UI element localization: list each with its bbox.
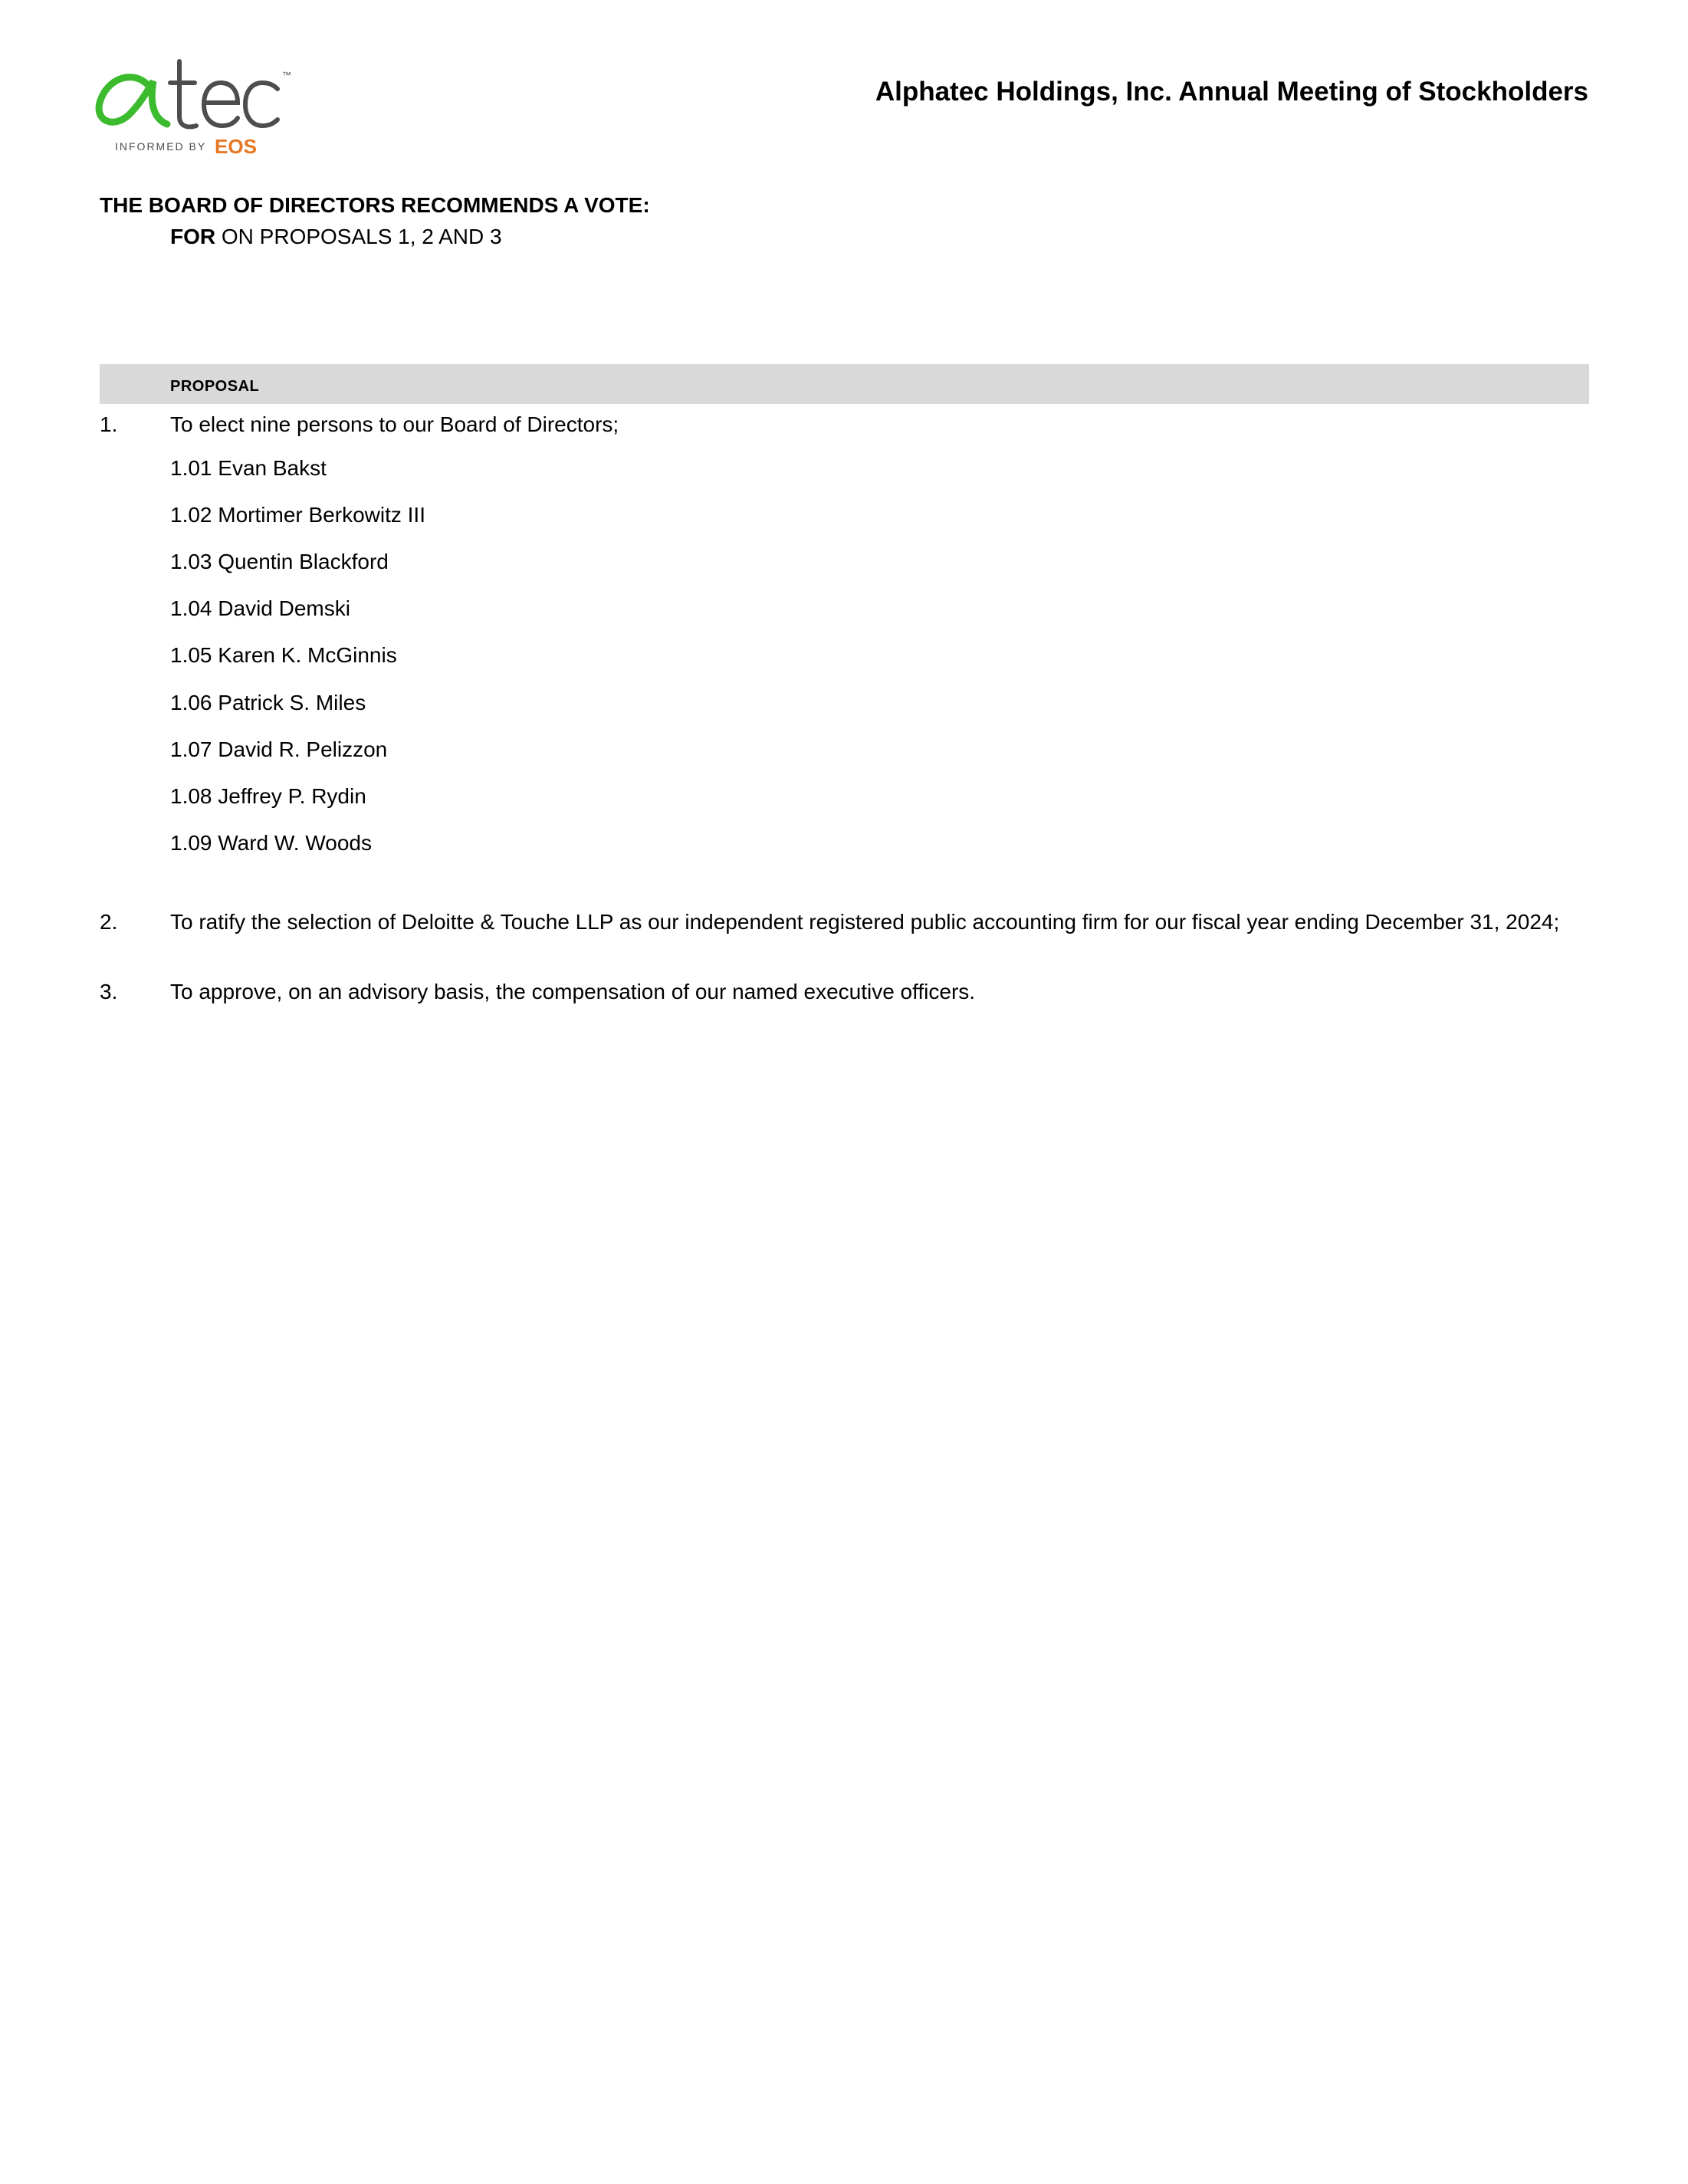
proposal-number: 3. xyxy=(100,980,118,1003)
logo-letter-t xyxy=(170,61,196,127)
nominee-item: 1.09 Ward W. Woods xyxy=(170,831,372,855)
logo-tagline-brand: EOS xyxy=(215,135,257,158)
logo-alpha-mark xyxy=(99,77,167,124)
proposal-table-header xyxy=(100,364,1589,404)
logo-letter-c xyxy=(245,83,278,126)
recommendation-vote: FOR xyxy=(170,225,216,248)
logo-trademark: ™ xyxy=(282,70,291,80)
document-title: Alphatec Holdings, Inc. Annual Meeting of Stockholders xyxy=(875,77,1588,107)
company-logo xyxy=(94,55,293,163)
proposal-number: 2. xyxy=(100,910,118,934)
nominee-item: 1.03 Quentin Blackford xyxy=(170,550,389,573)
nominee-item: 1.02 Mortimer Berkowitz III xyxy=(170,503,425,527)
nominee-item: 1.08 Jeffrey P. Rydin xyxy=(170,784,366,808)
proposal-text: To ratify the selection of Deloitte & Touche LLP as our independent registered public accounting firm for our fiscal year ending December 31, 2024; xyxy=(170,910,1560,934)
proposal-column-label: PROPOSAL xyxy=(170,378,260,395)
recommendation-heading: THE BOARD OF DIRECTORS RECOMMENDS A VOTE: xyxy=(100,193,650,217)
logo-letter-e xyxy=(204,83,238,126)
nominee-item: 1.04 David Demski xyxy=(170,596,350,620)
recommendation-line xyxy=(170,225,502,249)
nominee-item: 1.06 Patrick S. Miles xyxy=(170,691,366,714)
nominee-item: 1.07 David R. Pelizzon xyxy=(170,737,388,761)
proposal-text: To approve, on an advisory basis, the compensation of our named executive officers. xyxy=(170,980,976,1003)
proposal-number: 1. xyxy=(100,412,118,436)
proposal-text: To elect nine persons to our Board of Directors; xyxy=(170,412,619,436)
nominee-item: 1.01 Evan Bakst xyxy=(170,456,327,480)
nominee-item: 1.05 Karen K. McGinnis xyxy=(170,643,397,667)
recommendation-scope: ON PROPOSALS 1, 2 AND 3 xyxy=(215,225,502,248)
logo-tagline-prefix: INFORMED BY xyxy=(115,140,207,153)
